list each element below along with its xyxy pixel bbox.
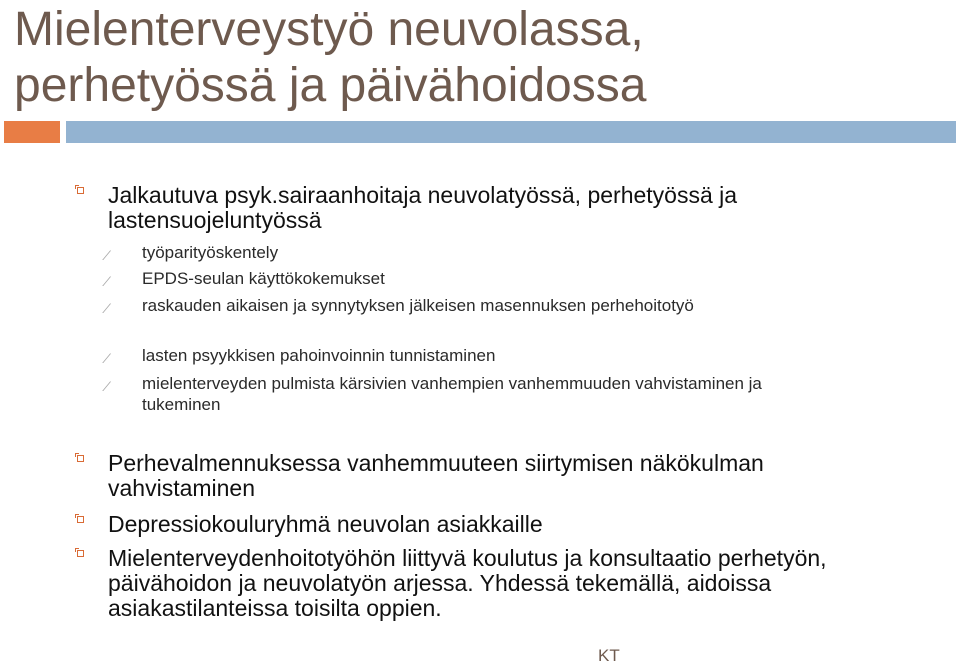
square-bullet-icon — [76, 515, 85, 524]
bullet-text: Jalkautuva psyk.sairaanhoitaja neuvolatyössä, perhetyössä ja lastensuojeluntyössä — [108, 182, 738, 233]
bullet-text: Depressiokouluryhmä neuvolan asiakkaille — [108, 511, 543, 537]
bullet-item-1 — [108, 183, 868, 233]
subbullet-text: raskauden aikaisen ja synnytyksen jälkeisen masennuksen perhehoitotyö — [142, 296, 694, 315]
slash-bullet-icon: ⁄ — [106, 350, 109, 366]
title-line-1: Mielenterveystyö neuvolassa, — [14, 3, 644, 56]
subbullet-text: mielenterveyden pulmista kärsivien vanhempien vanhemmuuden vahvistaminen ja tukeminen — [142, 374, 762, 414]
bullet-text: Mielenterveydenhoitotyöhön liittyvä koulutus ja konsultaatio perhetyön, päivähoidon ja neuvolatyön arjessa. Yhdessä tekemällä, aidoissa asiakastilanteissa toisilta oppien. — [108, 545, 827, 621]
subbullet-text: lasten psyykkisen pahoinvoinnin tunnistaminen — [142, 346, 496, 365]
slash-bullet-icon: ⁄ — [106, 378, 109, 394]
subbullet-item-2 — [106, 268, 762, 289]
subbullet-item-3 — [106, 295, 762, 316]
subbullet-item-5 — [106, 373, 762, 415]
title-line-2: perhetyössä ja päivähoidossa — [14, 59, 647, 112]
subbullet-item-1 — [106, 242, 762, 263]
square-bullet-icon — [76, 454, 85, 463]
square-bullet-icon — [76, 549, 85, 558]
square-bullet-icon — [76, 186, 85, 195]
subbullet-item-4 — [106, 345, 762, 366]
bullet-item-4 — [108, 546, 868, 621]
slash-bullet-icon: ⁄ — [106, 273, 109, 289]
bullet-item-2 — [108, 451, 868, 501]
slash-bullet-icon: ⁄ — [106, 300, 109, 316]
bullet-item-3 — [108, 512, 868, 537]
subbullet-text: työparityöskentely — [142, 243, 279, 262]
bullet-text: Perhevalmennuksessa vanhemmuuteen siirtymisen näkökulman vahvistaminen — [108, 450, 764, 501]
slash-bullet-icon: ⁄ — [106, 247, 109, 263]
footer-initials: KT — [598, 646, 620, 665]
subbullet-text: EPDS-seulan käyttökokemukset — [142, 269, 385, 288]
